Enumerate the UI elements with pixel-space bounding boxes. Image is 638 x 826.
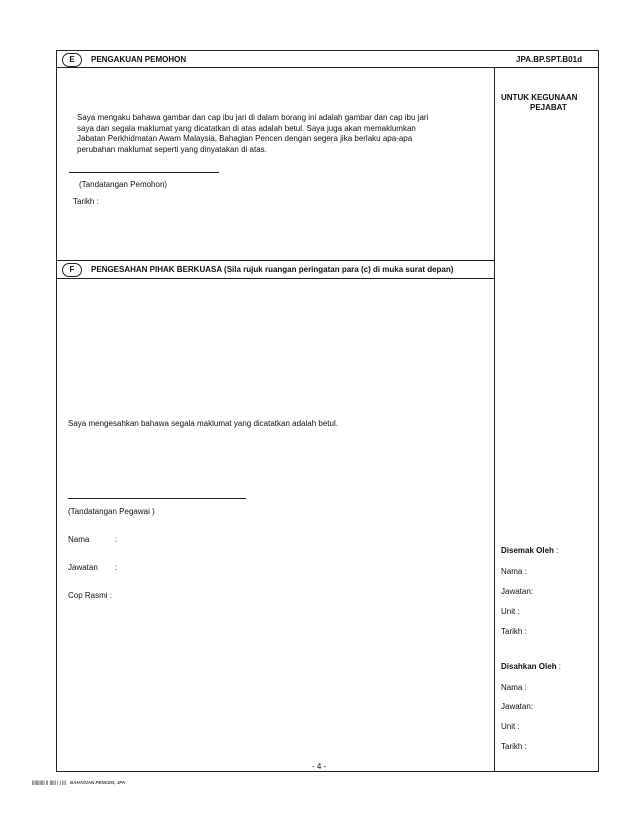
section-e-letter: E [62,53,82,67]
declaration-line-3: Jabatan Perkhidmatan Awam Malaysia, Bahagian Pencen dengan segera jika berlaku apa-apa [77,134,413,143]
declaration-line-4: perubahan maklumat seperti yang dinyatakan di atas. [77,144,267,154]
applicant-signature-line[interactable] [69,172,219,173]
declaration-line-2: saya dan segala maklumat yang dicatatkan di atas adalah betul. Saya juga akan memaklumkan [77,123,416,133]
section-f-title: PENGESAHAN PIHAK BERKUASA (Sila rujuk ruangan peringatan para (c) di muka surat depan) [91,265,454,274]
official-stamp-label: Cop Rasmi : [68,591,113,600]
checked-by-name: Nama : [501,567,527,576]
office-use-title-1: UNTUK KEGUNAAN [501,93,578,102]
footer [32,780,125,785]
form-code: JPA.BP.SPT.B01d [516,55,582,64]
footer-text: BAHAGIAN PENCEN, JPA [69,780,126,785]
officer-signature-label: (Tandatangan Pegawai ) [68,507,155,516]
approved-by-name: Nama : [501,683,527,692]
approved-by-position: Jawatan: [501,702,534,711]
section-e-header-divider [56,67,599,68]
checked-by-position: Jawatan: [501,587,534,596]
approved-by-unit: Unit : [501,722,520,731]
office-use-title-2: PEJABAT [530,103,567,112]
approved-by-date: Tarikh : [501,742,527,751]
section-f-letter: F [62,263,82,277]
officer-position-colon: : [115,563,118,572]
officer-signature-line[interactable] [68,498,246,499]
officer-name-colon: : [115,535,118,544]
checked-by-unit: Unit : [501,607,520,616]
office-use-column-divider [494,67,495,772]
declaration-line-1: Saya mengaku bahawa gambar dan cap ibu jari di dalam borang ini adalah gambar dan cap ibu jari [77,113,429,122]
section-e-title: PENGAKUAN PEMOHON [91,55,187,64]
checked-by-heading: Disemak Oleh : [501,546,559,555]
officer-name-label: Nama [68,535,90,544]
footer-barcode: |||||||||| || ||||| | | ||| [32,780,66,785]
applicant-signature-label: (Tandatangan Pemohon) [79,180,168,189]
officer-position-label: Jawatan [68,563,98,572]
applicant-date-label: Tarikh : [73,197,99,206]
authority-confirmation: Saya mengesahkan bahawa segala maklumat yang dicatatkan adalah betul. [68,419,338,428]
approved-by-heading: Disahkan Oleh : [501,662,562,671]
checked-by-date: Tarikh : [501,627,527,636]
section-f-top-divider [56,260,494,261]
applicant-declaration [77,113,428,155]
section-f-header-divider [56,278,494,279]
page-number: - 4 - [312,762,327,771]
